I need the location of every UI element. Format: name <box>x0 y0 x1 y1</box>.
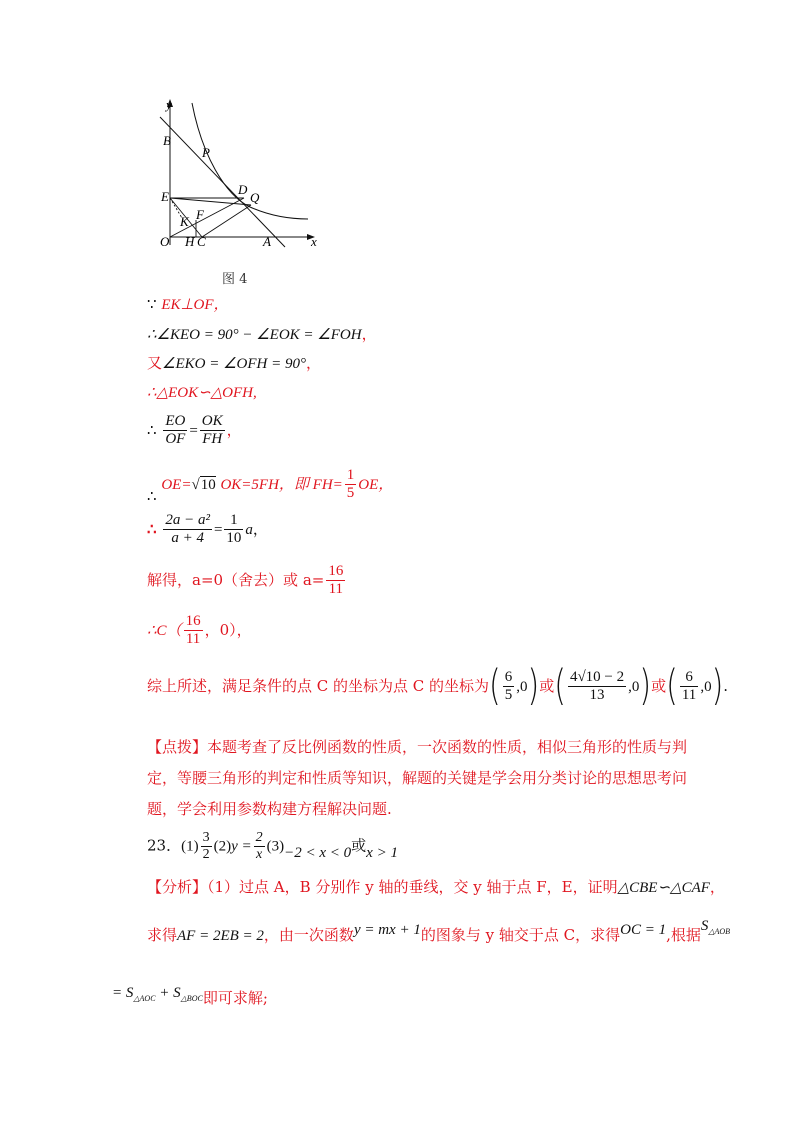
label-d: D <box>238 182 248 197</box>
frac-den: FH <box>202 431 223 448</box>
frac-den: 10 <box>226 530 242 547</box>
label-e: E <box>161 189 169 204</box>
point-2-x <box>568 669 626 705</box>
analysis-end-3: 即可求解; <box>202 989 268 1007</box>
fraction-16-11 <box>326 563 345 599</box>
step-5-end: ， <box>226 420 242 439</box>
step-1 <box>147 297 229 313</box>
therefore-symbol: ∴ <box>147 486 157 505</box>
fraction-lhs <box>163 512 212 548</box>
frac-den: x <box>256 847 263 863</box>
formula-af: AF = 2EB = 2 <box>177 928 264 944</box>
area-symbol: S <box>700 918 709 934</box>
step-2 <box>147 327 377 343</box>
point-1-x <box>503 669 515 705</box>
part-3-label: (3) <box>266 838 285 855</box>
step-6-c: OE， <box>358 476 394 493</box>
step-7 <box>147 512 268 548</box>
frac-num: 16 <box>326 563 345 581</box>
step-1-text: EK⊥OF， <box>161 297 229 313</box>
point-3-x <box>680 669 698 705</box>
frac-num: 1 <box>224 512 243 530</box>
analysis-line-3 <box>112 985 268 1007</box>
analysis-end-1: ， <box>709 878 725 896</box>
label-k: K <box>180 214 189 229</box>
or-word: 或 <box>351 836 367 855</box>
frac-den: 11 <box>185 631 201 648</box>
step-3-prefix: 又 <box>147 354 163 372</box>
step-6-a: OE= <box>161 476 192 493</box>
part-2-label: (2) <box>213 838 232 855</box>
fraction-one-fifth <box>345 467 357 503</box>
step-5 <box>147 413 242 449</box>
frac-num: 2a − a² <box>163 512 212 530</box>
frac-num: 4√10 − 2 <box>568 669 626 687</box>
answer-2-lhs: y = <box>231 838 252 855</box>
analysis-text-2d: ,根据 <box>666 926 701 944</box>
step-9-a: ∴C（ <box>147 622 182 639</box>
frac-den: 2 <box>202 847 210 863</box>
segment-cq <box>202 205 251 237</box>
area-plus: + S <box>155 985 181 1001</box>
analysis-text-2b: ，由一次函数 <box>263 926 354 944</box>
frac-den: 11 <box>328 581 344 598</box>
label-f: F <box>196 207 204 222</box>
frac-num: 6 <box>680 669 698 687</box>
frac-num: 1 <box>345 467 357 485</box>
step-2-end: ， <box>361 325 377 343</box>
area-subscript: △AOB <box>708 927 731 936</box>
answer-23 <box>147 830 398 863</box>
frac-den: OF <box>165 431 186 448</box>
step-9 <box>147 613 252 649</box>
step-8-text: 解得，a=0（舍去）或 a= <box>147 570 325 589</box>
part-1-label: (1) <box>181 838 199 855</box>
frac-den: 5 <box>504 687 513 704</box>
area-sub-2: △BOC <box>180 994 203 1003</box>
step-2-text: ∴∠KEO = 90° − ∠EOK = ∠FOH <box>147 327 362 343</box>
frac-num: 16 <box>184 613 203 631</box>
sqrt-value: 10 <box>200 476 216 493</box>
answer-3-range-2: x > 1 <box>366 844 398 861</box>
step-6-b: OK=5FH，即 FH= <box>220 476 343 493</box>
equals: = <box>213 521 223 538</box>
analysis-text-1: 【分析】（1）过点 A，B 分别作 y 轴的垂线，交 y 轴于点 F，E，证明 <box>147 878 618 896</box>
step-6 <box>147 467 393 503</box>
step-7-end: ， <box>252 519 268 538</box>
step-8 <box>147 563 347 599</box>
area-sub-1: △AOC <box>133 994 156 1003</box>
step-9-b: ，0）， <box>204 620 252 639</box>
step-10: 综上所述，满足条件的点 C 的坐标为点 C 的坐标为( $\frac{6}{5}$ ,0)或( $\frac{4√10 - 2}{13}$ ,0)或( $\frac{6}{11}$ ,0). <box>147 661 729 711</box>
frac-den: 11 <box>681 687 697 704</box>
label-h: H <box>185 234 195 249</box>
or-1: 或 <box>539 676 555 695</box>
fraction-ok-fh <box>200 413 225 449</box>
label-b: B <box>163 133 171 148</box>
label-q: Q <box>250 190 260 205</box>
frac-num: 2 <box>254 830 265 847</box>
equals: = <box>189 422 198 439</box>
fraction-one-tenth <box>224 512 243 548</box>
frac-num: 3 <box>201 830 212 847</box>
point-3-y: ,0 <box>700 678 712 695</box>
line-ab <box>160 117 285 247</box>
label-x: x <box>311 234 317 249</box>
label-y: y <box>166 97 172 112</box>
label-p: P <box>202 145 210 160</box>
label-c: C <box>197 234 206 249</box>
conclusion-text: 综上所述，满足条件的点 C 的坐标为点 C 的坐标为 <box>147 676 490 695</box>
formula-oc: OC = 1 <box>620 922 667 938</box>
answer-2-fraction <box>254 830 265 863</box>
similar-triangles: △CBE∽△CAF <box>617 880 710 896</box>
therefore-symbol: ∴ <box>147 420 157 439</box>
because-symbol: ∵ <box>147 295 157 313</box>
frac-num: 6 <box>503 669 515 687</box>
frac-num: EO <box>163 413 187 431</box>
frac-den: 5 <box>346 485 355 502</box>
label-a: A <box>263 234 271 249</box>
analysis-text-2a: 求得 <box>147 926 178 944</box>
point-2-y: ,0 <box>628 678 640 695</box>
therefore-symbol: ∴ <box>147 519 157 538</box>
frac-den: a + 4 <box>171 530 204 547</box>
point-1-y: ,0 <box>516 678 528 695</box>
frac-den: 13 <box>589 687 605 704</box>
step-3-end: ， <box>305 354 321 372</box>
sqrt-expression: √10 <box>191 476 216 493</box>
question-number: 23． <box>147 836 182 855</box>
step-3 <box>147 356 321 372</box>
figure-caption: 图 4 <box>222 272 248 287</box>
label-o: O <box>160 234 170 249</box>
period: . <box>723 676 729 695</box>
formula-line: y = mx + 1 <box>353 922 421 938</box>
analysis-line-2 <box>147 918 731 946</box>
answer-3-range-1: −2 < x < 0 <box>284 844 352 861</box>
step-4: ∴△EOK∽△OFH, <box>147 385 257 401</box>
area-eq: = S <box>112 985 134 1001</box>
area-sum <box>112 985 203 1001</box>
geometry-figure <box>140 95 340 255</box>
analysis-text-2c: 的图象与 y 轴交于点 C，求得 <box>420 926 621 944</box>
comment-paragraph: 【点拨】本题考查了反比例函数的性质，一次函数的性质，相似三角形的性质与判定，等腰三角形的判定和性质等知识，解题的关键是学会用分类讨论的思想思考问题，学会利用参数构建方程解决问题. <box>147 738 688 818</box>
frac-num: OK <box>200 413 225 431</box>
or-2: 或 <box>651 676 667 695</box>
analysis-line-1 <box>147 880 725 896</box>
step-3-text: ∠EKO = ∠OFH = 90° <box>162 356 306 372</box>
variable-a: a <box>245 521 253 538</box>
answer-1-fraction <box>201 830 212 863</box>
area-aob <box>701 918 730 934</box>
fraction-eo-of <box>163 413 187 449</box>
fraction-16-11 <box>184 613 203 649</box>
